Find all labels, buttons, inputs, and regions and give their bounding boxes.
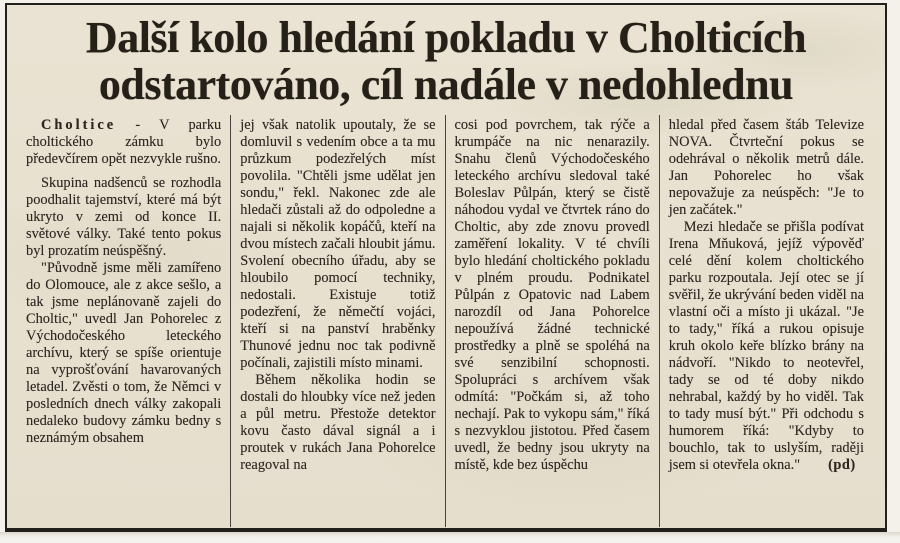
article-paragraph: hledal před časem štáb Televize NOVA. Čtvrteční pokus se odehrával o několik metrů dále. Jan Pohorelec ho však nepovažuje za neúspěch: "Je to jen začátek." [668,117,864,218]
headline-line-1: Další kolo hledání pokladu v Cholticích [85,13,807,62]
article-paragraph [669,219,864,474]
article-paragraph-text: Mezi hledače se přišla podívat Irena Mňuková, jejíž výpověď celé dění kolem choltického parku rozpoutala. Její otec se jí svěřil, že ukrývání beden viděl na vlastní oči a místo ji ukázal. "Je to tady," říká a rukou opisuje kruh okolo keře blízko brány na nádvoří. "Nikdo to neotevřel, tady se od té doby nikdo nehrabal, každý by ho viděl. Tak to tady musí být." Při odchodu s humorem říká: "Kdyby to bouchlo, tak to uslyším, raději jsem si otevřela okna." [668,219,864,473]
article-paragraph: "Původně jsme měli zamířeno do Olomouce, ale z akce sešlo, a tak jsme neplánovaně zajeli do Choltic," uvedl Jan Pohorelec z Východočeského leteckého archívu, který se spíše orientuje na vyprošťování havarovaných letadel. Zvěsti o tom, že Němci v posledních dnech války zakopali nedaleko budovy zámku bedny s neznámým obsahem [26,260,222,446]
newspaper-clipping [5,3,887,532]
lead-paragraph-text: - V parku choltického zámku bylo předevčírem opět nezvykle rušno. [26,117,222,167]
scan-edge [0,532,900,543]
article-column-3 [445,115,659,527]
headline [11,14,881,108]
article-body [17,115,873,527]
article-column-4 [659,115,873,527]
article-column-1 [17,115,230,527]
lead-paragraph [26,117,221,168]
dateline: Choltice [41,117,117,133]
article-paragraph: jej však natolik upoutaly, že se domluvil s vedením obce a ta mu průzkum podezřelých míst povolila. "Chtěli jsme udělat jen sondu," řekl. Nakonec zde ale hledači zůstali až do odpoledne a najali si několik kopáčů, kteří na dvou místech začali hloubit jámu. Svolení obecního úřadu, aby se hloubilo pomocí techniky, nedostali. Existuje totiž podezření, že němečtí vojáci, kteří si na panství hraběnky Thunové jednu noc tak podivně počínali, zajistili místo minami. [240,117,436,371]
article-paragraph: Skupina nadšenců se rozhodla poodhalit tajemství, které má být ukryto v zemi od konce II. světové války. Také tento pokus byl prozatím neúspěšný. [26,175,222,259]
article-column-2 [230,115,444,527]
article-paragraph: Během několika hodin se dostali do hloubky více než jeden a půl metru. Přestože detektor kovu často dával signál a i proutek v rukách Jana Pohorelce reagoval na [240,372,436,473]
article-paragraph: cosi pod povrchem, tak rýče a krumpáče na nic nenarazily. Snahu členů Východočeského leteckého archívu sledoval také Boleslav Půlpán, který se čistě náhodou vydal ve čtvrtek ráno do Choltic, aby zde znovu provedl zaměření lokality. V té chvíli bylo hledání choltického pokladu v plném proudu. Podnikatel Půlpán z Opatovic nad Labem narozdíl od Jana Pohorelce nepoužívá žádné technické prostředky a plně se spoléhá na své senzibilní schopnosti. Spolupráci s archívem však odmítá: "Počkám si, až toho nechají. Pak to vykopu sám," říká s nezvyklou jistotou. Před časem uvedl, že bedny jsou ukryty na místě, kde bez úspěchu [454,117,650,473]
byline: (pd) [828,457,856,473]
headline-line-2: odstartováno, cíl nadále v nedohlednu [98,60,794,109]
